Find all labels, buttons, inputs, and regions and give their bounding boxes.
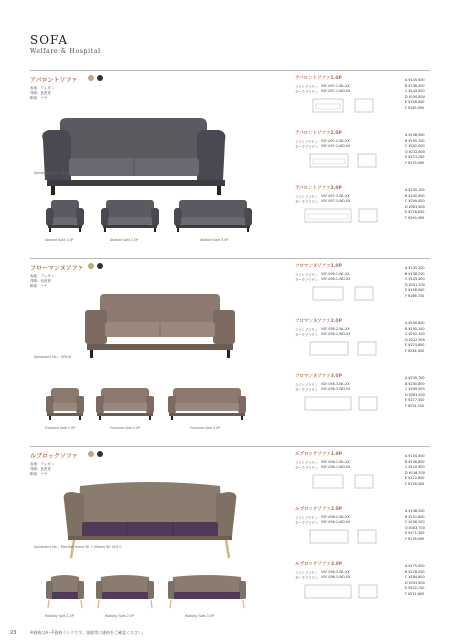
spec-line: 背脚：低密度 <box>30 279 51 283</box>
color-swatches <box>88 263 103 269</box>
dimension-diagram <box>295 472 395 492</box>
spec-line: 背脚：低密度 <box>30 91 51 95</box>
block-title: フロマンヌソファ3.0P <box>295 374 342 379</box>
price-list: A ¥198,900 B ¥195,100 C ¥202,000 D ¥212,800 E ¥223,200 F ¥233,900 <box>405 133 425 165</box>
swatch-dark[interactable] <box>97 75 103 81</box>
code-row-light: ライトブラウン VSF-097-3-WL-XX <box>295 194 350 199</box>
dimension-diagram <box>295 206 395 226</box>
color-swatches <box>88 451 103 457</box>
price-list: A ¥190,800 B ¥195,100 C ¥202,100 D ¥212,900 E ¥223,800 F ¥234,900 <box>405 321 425 353</box>
block-title: アバロントソファ2.0P <box>295 131 342 136</box>
upholstery-caption: Upholstery No.：Member Arena SE ① Mirano NC 016 ② <box>34 545 122 549</box>
dimension-diagram <box>295 527 395 547</box>
block-title: アバロントソファ3.0P <box>295 186 342 191</box>
dimension-diagram <box>295 96 395 116</box>
price-block <box>295 373 430 433</box>
variant-caption-1p: Fromana Sofa 1.0P <box>45 426 75 430</box>
page-number: 23 <box>10 630 17 636</box>
block-title: ルブロックソファ2.0P <box>295 507 343 512</box>
price-list: A ¥235,700 B ¥240,800 C ¥249,500 D ¥263,500 E ¥277,300 F ¥291,100 <box>405 376 425 408</box>
sofa-variant-1p-image <box>45 571 85 611</box>
spec-line: 表地：ウレタン <box>30 86 55 90</box>
swatch-light[interactable] <box>88 75 94 81</box>
price-list: A ¥235,100 B ¥240,900 C ¥249,400 D ¥263,800 E ¥276,800 F ¥290,400 <box>405 188 425 220</box>
spec-line: 表地：ウレタン <box>30 274 55 278</box>
sofa-variant-2p-image <box>100 195 160 235</box>
variant-caption-3p: Abalont Sofa 3.0P <box>200 238 229 242</box>
product-name: アバロントソファ <box>30 77 78 84</box>
code-row-dark: ダークブラウン VSF-096-1-WD-XX <box>295 465 351 470</box>
product-section-abalont <box>30 70 430 250</box>
sofa-variant-1p-image <box>45 195 85 235</box>
dimension-diagram <box>295 394 395 414</box>
price-column <box>295 70 430 250</box>
code-row-light: ライトブラウン VSF-097-2-WL-XX <box>295 139 350 144</box>
price-column <box>295 446 430 626</box>
block-title: フロマンヌソファ1.0P <box>295 264 342 269</box>
code-row-dark: ダークブラウン VSF-098-1-WD-XX <box>295 277 351 282</box>
swatch-dark[interactable] <box>97 451 103 457</box>
price-block <box>295 451 430 506</box>
code-row-light: ライトブラウン VSF-096-3-WL-XX <box>295 570 350 575</box>
price-block <box>295 185 430 245</box>
code-row-light: ライトブラウン VSF-098-3-WL-XX <box>295 382 350 387</box>
product-section-fromana <box>30 258 430 438</box>
block-title: アバロントソファ1.0P <box>295 76 342 81</box>
price-block <box>295 130 430 185</box>
price-list: A ¥175,500 B ¥178,000 C ¥184,800 D ¥193,800 E ¥202,700 F ¥211,600 <box>405 564 425 596</box>
spec-line: 表地：ウレタン <box>30 462 55 466</box>
page-title: SOFA <box>30 33 69 47</box>
product-name: ルブロックソファ <box>30 453 78 460</box>
material-spec <box>30 462 54 477</box>
price-list: A ¥135,200 B ¥138,200 C ¥143,400 D ¥151,200 E ¥158,900 F ¥166,700 <box>405 266 425 298</box>
code-row-dark: ダークブラウン VSF-096-3-WD-XX <box>295 575 351 580</box>
code-row-dark: ダークブラウン VSF-097-2-WD-XX <box>295 144 351 149</box>
swatch-light[interactable] <box>88 451 94 457</box>
price-block <box>295 263 430 318</box>
page-subtitle: Welfare & Hospital <box>30 48 101 55</box>
code-row-dark: ダークブラウン VSF-098-3-WD-XX <box>295 387 351 392</box>
sofa-variant-3p-image <box>167 383 247 423</box>
code-row-dark: ダークブラウン VSF-098-2-WD-XX <box>295 332 351 337</box>
sofa-variant-3p-image <box>167 571 247 611</box>
sofa-main-image <box>35 100 230 200</box>
price-list: A ¥148,200 B ¥151,600 C ¥156,200 D ¥163,700 E ¥171,300 F ¥178,900 <box>405 509 425 541</box>
block-title: ルブロックソファ3.0P <box>295 562 343 567</box>
upholstery-caption: Upholstery No.：UP034 <box>34 171 72 175</box>
price-block <box>295 75 430 130</box>
color-swatches <box>88 75 103 81</box>
code-row-light: ライトブラウン VSF-096-1-WL-XX <box>295 460 350 465</box>
dimension-diagram <box>295 339 395 359</box>
material-spec <box>30 86 54 101</box>
sofa-variant-1p-image <box>45 383 85 423</box>
code-row-dark: ダークブラウン VSF-097-1-WD-XX <box>295 89 351 94</box>
price-column <box>295 258 430 438</box>
spec-line: 脚部：ナチ <box>30 284 48 288</box>
spec-line: 脚部：ナチ <box>30 96 48 100</box>
price-block <box>295 318 430 373</box>
variant-caption-1p: Rubloky Sofa 1.0P <box>45 614 74 618</box>
dimension-diagram <box>295 284 395 304</box>
footer-note: ※価格はA〜F価格ランクです。張地等に価格をご確認ください。 <box>30 630 146 635</box>
price-list: A ¥104,500 B ¥106,800 C ¥110,900 D ¥116,700 E ¥122,600 F ¥128,400 <box>405 454 425 486</box>
material-spec <box>30 274 54 289</box>
product-section-rubloky <box>30 446 430 626</box>
code-row-light: ライトブラウン VSF-098-2-WL-XX <box>295 327 350 332</box>
sofa-main-image <box>60 478 240 563</box>
code-row-light: ライトブラウン VSF-097-1-WL-XX <box>295 84 350 89</box>
swatch-dark[interactable] <box>97 263 103 269</box>
swatch-light[interactable] <box>88 263 94 269</box>
product-name: フローマンヌソファ <box>30 265 84 272</box>
dimension-diagram <box>295 582 395 602</box>
variant-caption-3p: Fromana Sofa 3.0P <box>190 426 220 430</box>
variant-caption-2p: Abalont Sofa 2.0P <box>110 238 139 242</box>
sofa-variant-2p-image <box>95 571 155 611</box>
variant-caption-1p: Abalont Sofa 1.0P <box>45 238 74 242</box>
sofa-variant-3p-image <box>173 195 253 235</box>
sofa-variant-2p-image <box>95 383 155 423</box>
dimension-diagram <box>295 151 395 171</box>
code-row-dark: ダークブラウン VSF-097-3-WD-XX <box>295 199 351 204</box>
price-list: A ¥135,000 B ¥138,000 C ¥143,000 D ¥150,800 E ¥158,400 F ¥165,900 <box>405 78 425 110</box>
block-title: ルブロックソファ1.0P <box>295 452 343 457</box>
upholstery-caption: Upholstery No.：UP018 <box>34 355 72 359</box>
variant-caption-2p: Rubloky Sofa 2.0P <box>105 614 134 618</box>
spec-line: 脚部：ナチ <box>30 472 48 476</box>
spec-line: 背脚：低密度 <box>30 467 51 471</box>
price-block <box>295 561 430 621</box>
sofa-main-image <box>80 288 240 368</box>
price-block <box>295 506 430 561</box>
code-row-light: ライトブラウン VSF-098-1-WL-XX <box>295 272 350 277</box>
variant-caption-2p: Fromana Sofa 2.0P <box>110 426 140 430</box>
variant-caption-3p: Rubloky Sofa 3.0P <box>185 614 214 618</box>
code-row-light: ライトブラウン VSF-096-2-WL-XX <box>295 515 350 520</box>
block-title: フロマンヌソファ2.0P <box>295 319 342 324</box>
code-row-dark: ダークブラウン VSF-096-2-WD-XX <box>295 520 351 525</box>
